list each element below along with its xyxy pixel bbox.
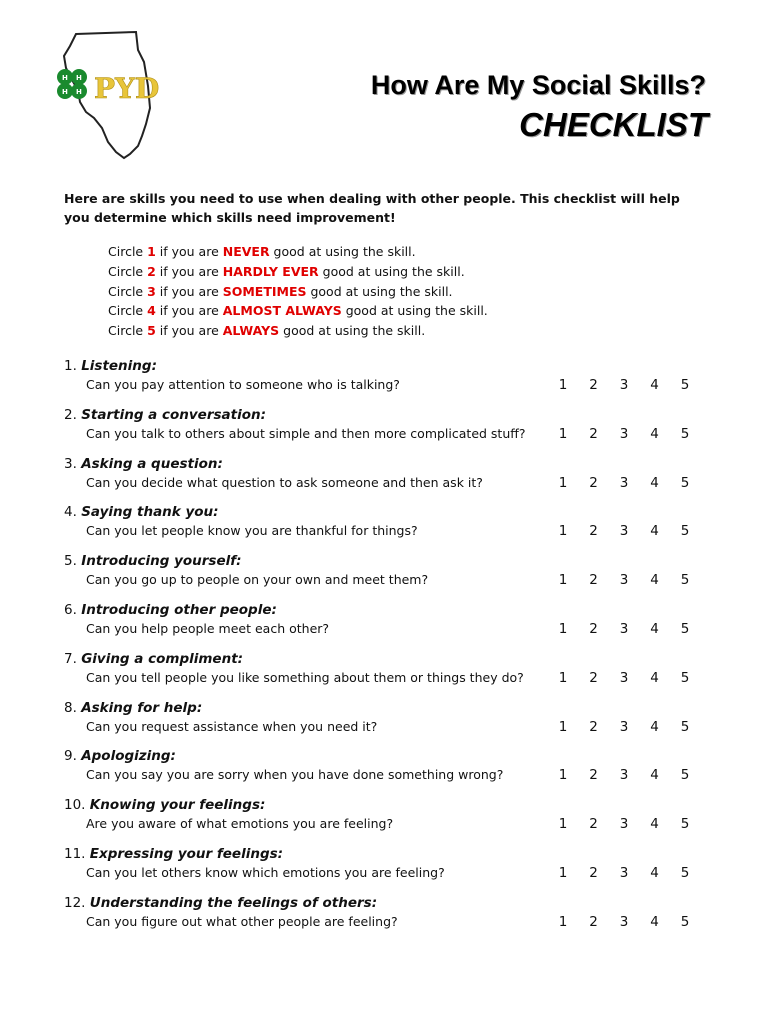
skill-question: Can you decide what question to ask someone and then ask it? <box>86 474 483 490</box>
checklist-item <box>64 795 704 844</box>
skill-name: Giving a compliment: <box>81 650 244 667</box>
rating-option[interactable]: 4 <box>650 669 659 686</box>
rating-option[interactable]: 3 <box>619 572 629 589</box>
item-number: 2. <box>64 406 77 423</box>
skill-name: Knowing your feelings: <box>89 797 266 814</box>
rating-option[interactable]: 2 <box>589 425 598 442</box>
rating-scale <box>556 718 692 736</box>
checklist-item <box>64 356 704 405</box>
skill-question: Can you help people meet each other? <box>86 620 330 636</box>
rating-option[interactable]: 2 <box>589 816 598 833</box>
rating-scale <box>556 474 692 492</box>
rating-option[interactable]: 2 <box>589 767 598 784</box>
skill-name: Starting a conversation: <box>81 406 267 423</box>
rating-option[interactable]: 4 <box>650 474 659 491</box>
skill-name: Understanding the feelings of others: <box>89 894 378 911</box>
skill-question: Can you let others know which emotions you are feeling? <box>86 864 445 880</box>
rating-option[interactable]: 2 <box>589 474 598 491</box>
rating-legend <box>108 242 488 341</box>
page-subtitle: CHECKLIST <box>519 106 708 143</box>
four-leaf-clover-icon <box>57 69 87 99</box>
rating-option[interactable]: 2 <box>589 572 598 589</box>
skill-question: Can you talk to others about simple and then more complicated stuff? <box>86 425 526 441</box>
svg-text:H: H <box>76 74 82 82</box>
rating-scale <box>556 425 692 443</box>
legend-line: Circle 4 if you are ALMOST ALWAYS good at using the skill. <box>108 303 488 319</box>
item-number: 4. <box>64 504 77 521</box>
item-number: 3. <box>64 455 77 472</box>
checklist-item <box>64 454 704 503</box>
rating-option[interactable]: 2 <box>589 913 598 930</box>
rating-option[interactable]: 3 <box>619 913 629 930</box>
rating-option[interactable]: 5 <box>680 572 690 589</box>
item-number: 9. <box>64 748 77 765</box>
rating-scale <box>556 864 692 882</box>
checklist-item <box>64 649 704 698</box>
rating-option[interactable]: 1 <box>558 523 568 540</box>
rating-option[interactable]: 5 <box>680 718 690 735</box>
rating-option[interactable]: 4 <box>650 718 659 735</box>
skills-checklist <box>64 356 704 942</box>
skill-name: Listening: <box>81 358 157 374</box>
page-title: How Are My Social Skills? <box>370 70 706 100</box>
skill-question: Can you let people know you are thankful for things? <box>86 523 418 539</box>
rating-scale <box>556 913 692 931</box>
rating-option[interactable]: 1 <box>558 474 568 491</box>
rating-option[interactable]: 3 <box>619 816 629 833</box>
rating-option[interactable]: 3 <box>619 669 629 686</box>
svg-text:H: H <box>62 88 68 96</box>
rating-option[interactable]: 5 <box>680 669 690 686</box>
rating-option[interactable]: 5 <box>680 816 690 833</box>
skill-question: Can you pay attention to someone who is talking? <box>86 377 400 392</box>
skill-name: Apologizing: <box>81 748 176 765</box>
illinois-4h-pyd-logo <box>50 28 168 160</box>
rating-option[interactable]: 3 <box>619 474 629 491</box>
checklist-item <box>64 746 704 795</box>
item-number: 7. <box>64 650 77 667</box>
rating-option[interactable]: 2 <box>589 377 598 393</box>
checklist-item <box>64 698 704 747</box>
skill-question: Are you aware of what emotions you are feeling? <box>86 816 394 832</box>
rating-option[interactable]: 2 <box>589 718 598 735</box>
rating-scale <box>556 669 692 687</box>
legend-line: Circle 2 if you are HARDLY EVER good at using the skill. <box>108 263 465 279</box>
skill-name: Introducing yourself: <box>81 553 242 570</box>
rating-option[interactable]: 4 <box>650 864 659 881</box>
skill-question: Can you tell people you like something about them or things they do? <box>86 669 524 685</box>
rating-option[interactable]: 3 <box>619 864 629 881</box>
svg-text:H: H <box>62 74 68 82</box>
rating-option[interactable]: 1 <box>558 913 568 930</box>
rating-option[interactable]: 5 <box>680 864 690 881</box>
rating-scale <box>556 620 692 638</box>
item-number: 11. <box>64 845 86 862</box>
rating-option[interactable]: 2 <box>589 669 598 686</box>
rating-option[interactable]: 3 <box>619 620 629 637</box>
rating-scale <box>556 815 692 833</box>
intro-text: Here are skills you need to use when dealing with other people. This checklist will help you determine which skills need improvement! <box>64 191 680 225</box>
rating-option[interactable]: 4 <box>650 767 659 784</box>
rating-option[interactable]: 2 <box>589 864 598 881</box>
rating-option[interactable]: 1 <box>558 669 568 686</box>
checklist-item <box>64 844 704 893</box>
rating-option[interactable]: 3 <box>619 718 629 735</box>
rating-scale <box>556 522 692 540</box>
skill-question: Can you say you are sorry when you have done something wrong? <box>86 767 504 783</box>
rating-option[interactable]: 5 <box>680 474 690 491</box>
legend-line: Circle 3 if you are SOMETIMES good at using the skill. <box>108 283 453 299</box>
rating-option[interactable]: 5 <box>680 377 690 393</box>
rating-option[interactable]: 1 <box>558 572 568 589</box>
rating-option[interactable]: 4 <box>650 523 659 540</box>
rating-option[interactable]: 5 <box>680 767 690 784</box>
rating-scale <box>556 766 692 784</box>
skill-name: Asking a question: <box>81 455 223 472</box>
rating-option[interactable]: 1 <box>558 718 568 735</box>
rating-option[interactable]: 3 <box>619 523 629 540</box>
rating-scale <box>556 376 692 394</box>
item-number: 12. <box>64 894 86 911</box>
rating-option[interactable]: 1 <box>558 864 568 881</box>
rating-option[interactable]: 5 <box>680 523 690 540</box>
checklist-item <box>64 600 704 649</box>
legend-line: Circle 5 if you are ALWAYS good at using the skill. <box>108 323 426 339</box>
rating-option[interactable]: 4 <box>650 816 659 833</box>
item-number: 10. <box>64 797 86 814</box>
rating-option[interactable]: 4 <box>650 913 659 930</box>
rating-option[interactable]: 2 <box>589 523 598 540</box>
rating-option[interactable]: 3 <box>619 377 629 393</box>
pyd-logo-text: PYD <box>94 72 160 105</box>
checklist-item <box>64 893 704 942</box>
skill-question: Can you go up to people on your own and meet them? <box>86 572 429 588</box>
checklist-item <box>64 551 704 600</box>
rating-option[interactable]: 4 <box>650 572 659 589</box>
rating-option[interactable]: 1 <box>558 425 568 442</box>
illinois-outline-icon <box>50 28 168 160</box>
rating-option[interactable]: 2 <box>589 620 598 637</box>
checklist-item <box>64 405 704 454</box>
skill-question: Can you request assistance when you need it? <box>86 718 378 734</box>
rating-option[interactable]: 4 <box>650 377 659 393</box>
item-number: 6. <box>64 601 77 618</box>
skill-name: Saying thank you: <box>81 504 219 521</box>
rating-option[interactable]: 3 <box>619 767 629 784</box>
item-number: 5. <box>64 553 77 570</box>
skill-name: Introducing other people: <box>81 601 277 618</box>
rating-option[interactable]: 5 <box>680 620 690 637</box>
rating-option[interactable]: 1 <box>558 620 568 637</box>
rating-option[interactable]: 1 <box>558 377 568 393</box>
skill-name: Expressing your feelings: <box>89 845 284 862</box>
item-number: 1. <box>64 358 77 374</box>
legend-line: Circle 1 if you are NEVER good at using the skill. <box>108 244 416 259</box>
rating-option[interactable]: 1 <box>558 816 568 833</box>
rating-scale <box>556 571 692 589</box>
rating-option[interactable]: 5 <box>680 913 690 930</box>
skill-question: Can you figure out what other people are feeling? <box>86 913 398 929</box>
svg-text:H: H <box>76 88 82 96</box>
item-number: 8. <box>64 699 77 716</box>
rating-option[interactable]: 3 <box>619 425 629 442</box>
checklist-item <box>64 502 704 551</box>
skill-name: Asking for help: <box>81 699 203 716</box>
rating-option[interactable]: 4 <box>650 620 659 637</box>
rating-option[interactable]: 4 <box>650 425 659 442</box>
rating-option[interactable]: 5 <box>680 425 690 442</box>
rating-option[interactable]: 1 <box>558 767 568 784</box>
